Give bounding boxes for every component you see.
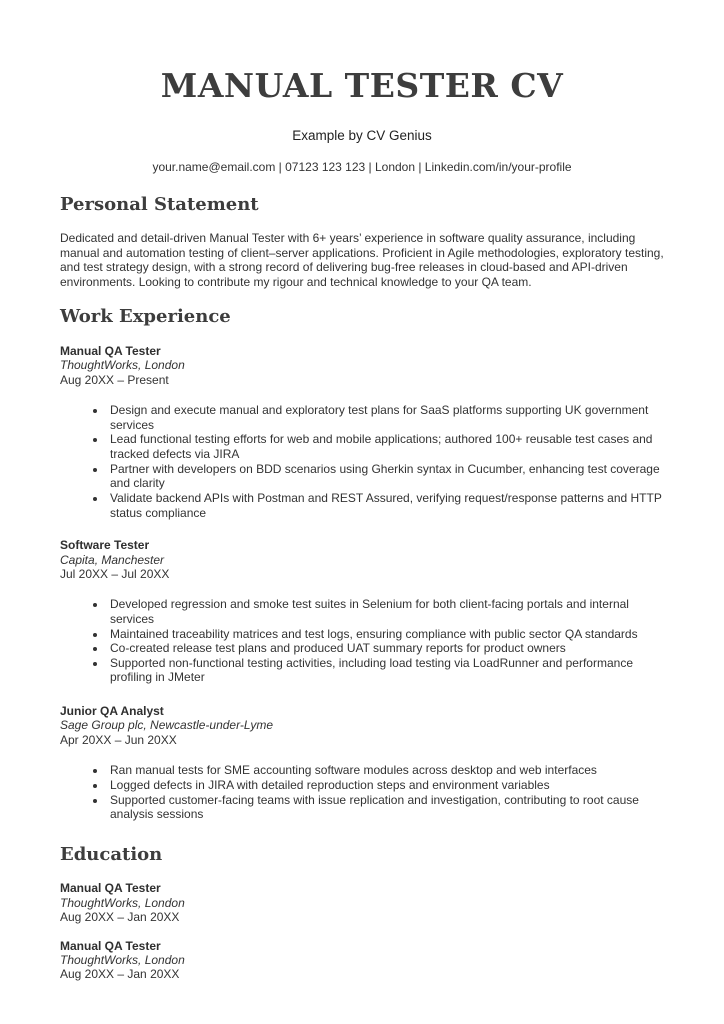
bullet-item: • Partner with developers on BDD scenarios using Gherkin syntax in Cucumber, enhancing test coverage and clarity: [107, 462, 664, 491]
job-dates: Jul 20XX – Jul 20XX: [60, 566, 170, 581]
job-dates: Aug 20XX – Present: [60, 372, 169, 387]
job-bullet-list: [60, 597, 664, 685]
document-subtitle: Example by CV Genius: [292, 128, 432, 144]
job-bullet-list: [60, 763, 664, 822]
page-title: MANUAL TESTER CV: [160, 66, 564, 105]
bullet-item: • Co-created release test plans and produced UAT summary reports for product owners: [107, 641, 664, 656]
job-entry-header: [60, 704, 664, 747]
job-bullet-list: [60, 403, 664, 520]
education-title: Manual QA Tester: [60, 881, 161, 896]
job-company: ThoughtWorks, London: [60, 358, 185, 373]
education-entry: [60, 881, 664, 924]
job-entry-header: [60, 344, 664, 387]
section-heading-education: Education: [60, 843, 163, 865]
education-dates: Aug 20XX – Jan 20XX: [60, 910, 180, 925]
bullet-item: • Developed regression and smoke test suites in Selenium for both client-facing portals and internal services: [107, 597, 664, 626]
section-heading-personal-statement: Personal Statement: [60, 194, 259, 216]
bullet-item: • Lead functional testing efforts for web and mobile applications; authored 100+ reusable test cases and tracked defects via JIRA: [107, 432, 664, 461]
contact-line: your.name@email.com | 07123 123 123 | London | Linkedin.com/in/your-profile: [152, 160, 572, 175]
job-company: Capita, Manchester: [60, 552, 165, 567]
bullet-item: • Supported non-functional testing activities, including load testing via LoadRunner and performance profiling in JMeter: [107, 656, 664, 685]
personal-statement-text: Dedicated and detail-driven Manual Tester with 6+ years’ experience in software quality assurance, including manual and automation testing of client–server applications. Proficient in Agile methodologies, exploratory testing, and test strategy design, with a strong record of delivering bug-free releases in cloud-based and API-driven environments. Looking to contribute my rigour and technical knowledge to your QA team.: [60, 230, 664, 289]
section-heading-work-experience: Work Experience: [60, 306, 231, 328]
job-title: Junior QA Analyst: [60, 704, 164, 719]
job-title: Manual QA Tester: [60, 343, 161, 358]
job-dates: Apr 20XX – Jun 20XX: [60, 732, 177, 747]
bullet-item: • Design and execute manual and exploratory test plans for SaaS platforms supporting UK government services: [107, 403, 664, 432]
education-title: Manual QA Tester: [60, 938, 161, 953]
bullet-item: • Maintained traceability matrices and test logs, ensuring compliance with public sector QA standards: [107, 627, 664, 642]
bullet-item: • Logged defects in JIRA with detailed reproduction steps and environment variables: [107, 778, 664, 793]
bullet-item: • Supported customer-facing teams with issue replication and investigation, contributing to root cause analysis sessions: [107, 793, 664, 822]
education-entry: [60, 939, 664, 982]
job-title: Software Tester: [60, 538, 150, 553]
bullet-item: • Validate backend APIs with Postman and REST Assured, verifying request/response patterns and HTTP status compliance: [107, 491, 664, 520]
bullet-item: • Ran manual tests for SME accounting software modules across desktop and web interfaces: [107, 763, 664, 778]
job-company: Sage Group plc, Newcastle-under-Lyme: [60, 718, 273, 733]
education-institution: ThoughtWorks, London: [60, 952, 185, 967]
job-entry-header: [60, 538, 664, 581]
education-dates: Aug 20XX – Jan 20XX: [60, 967, 180, 982]
education-institution: ThoughtWorks, London: [60, 895, 185, 910]
